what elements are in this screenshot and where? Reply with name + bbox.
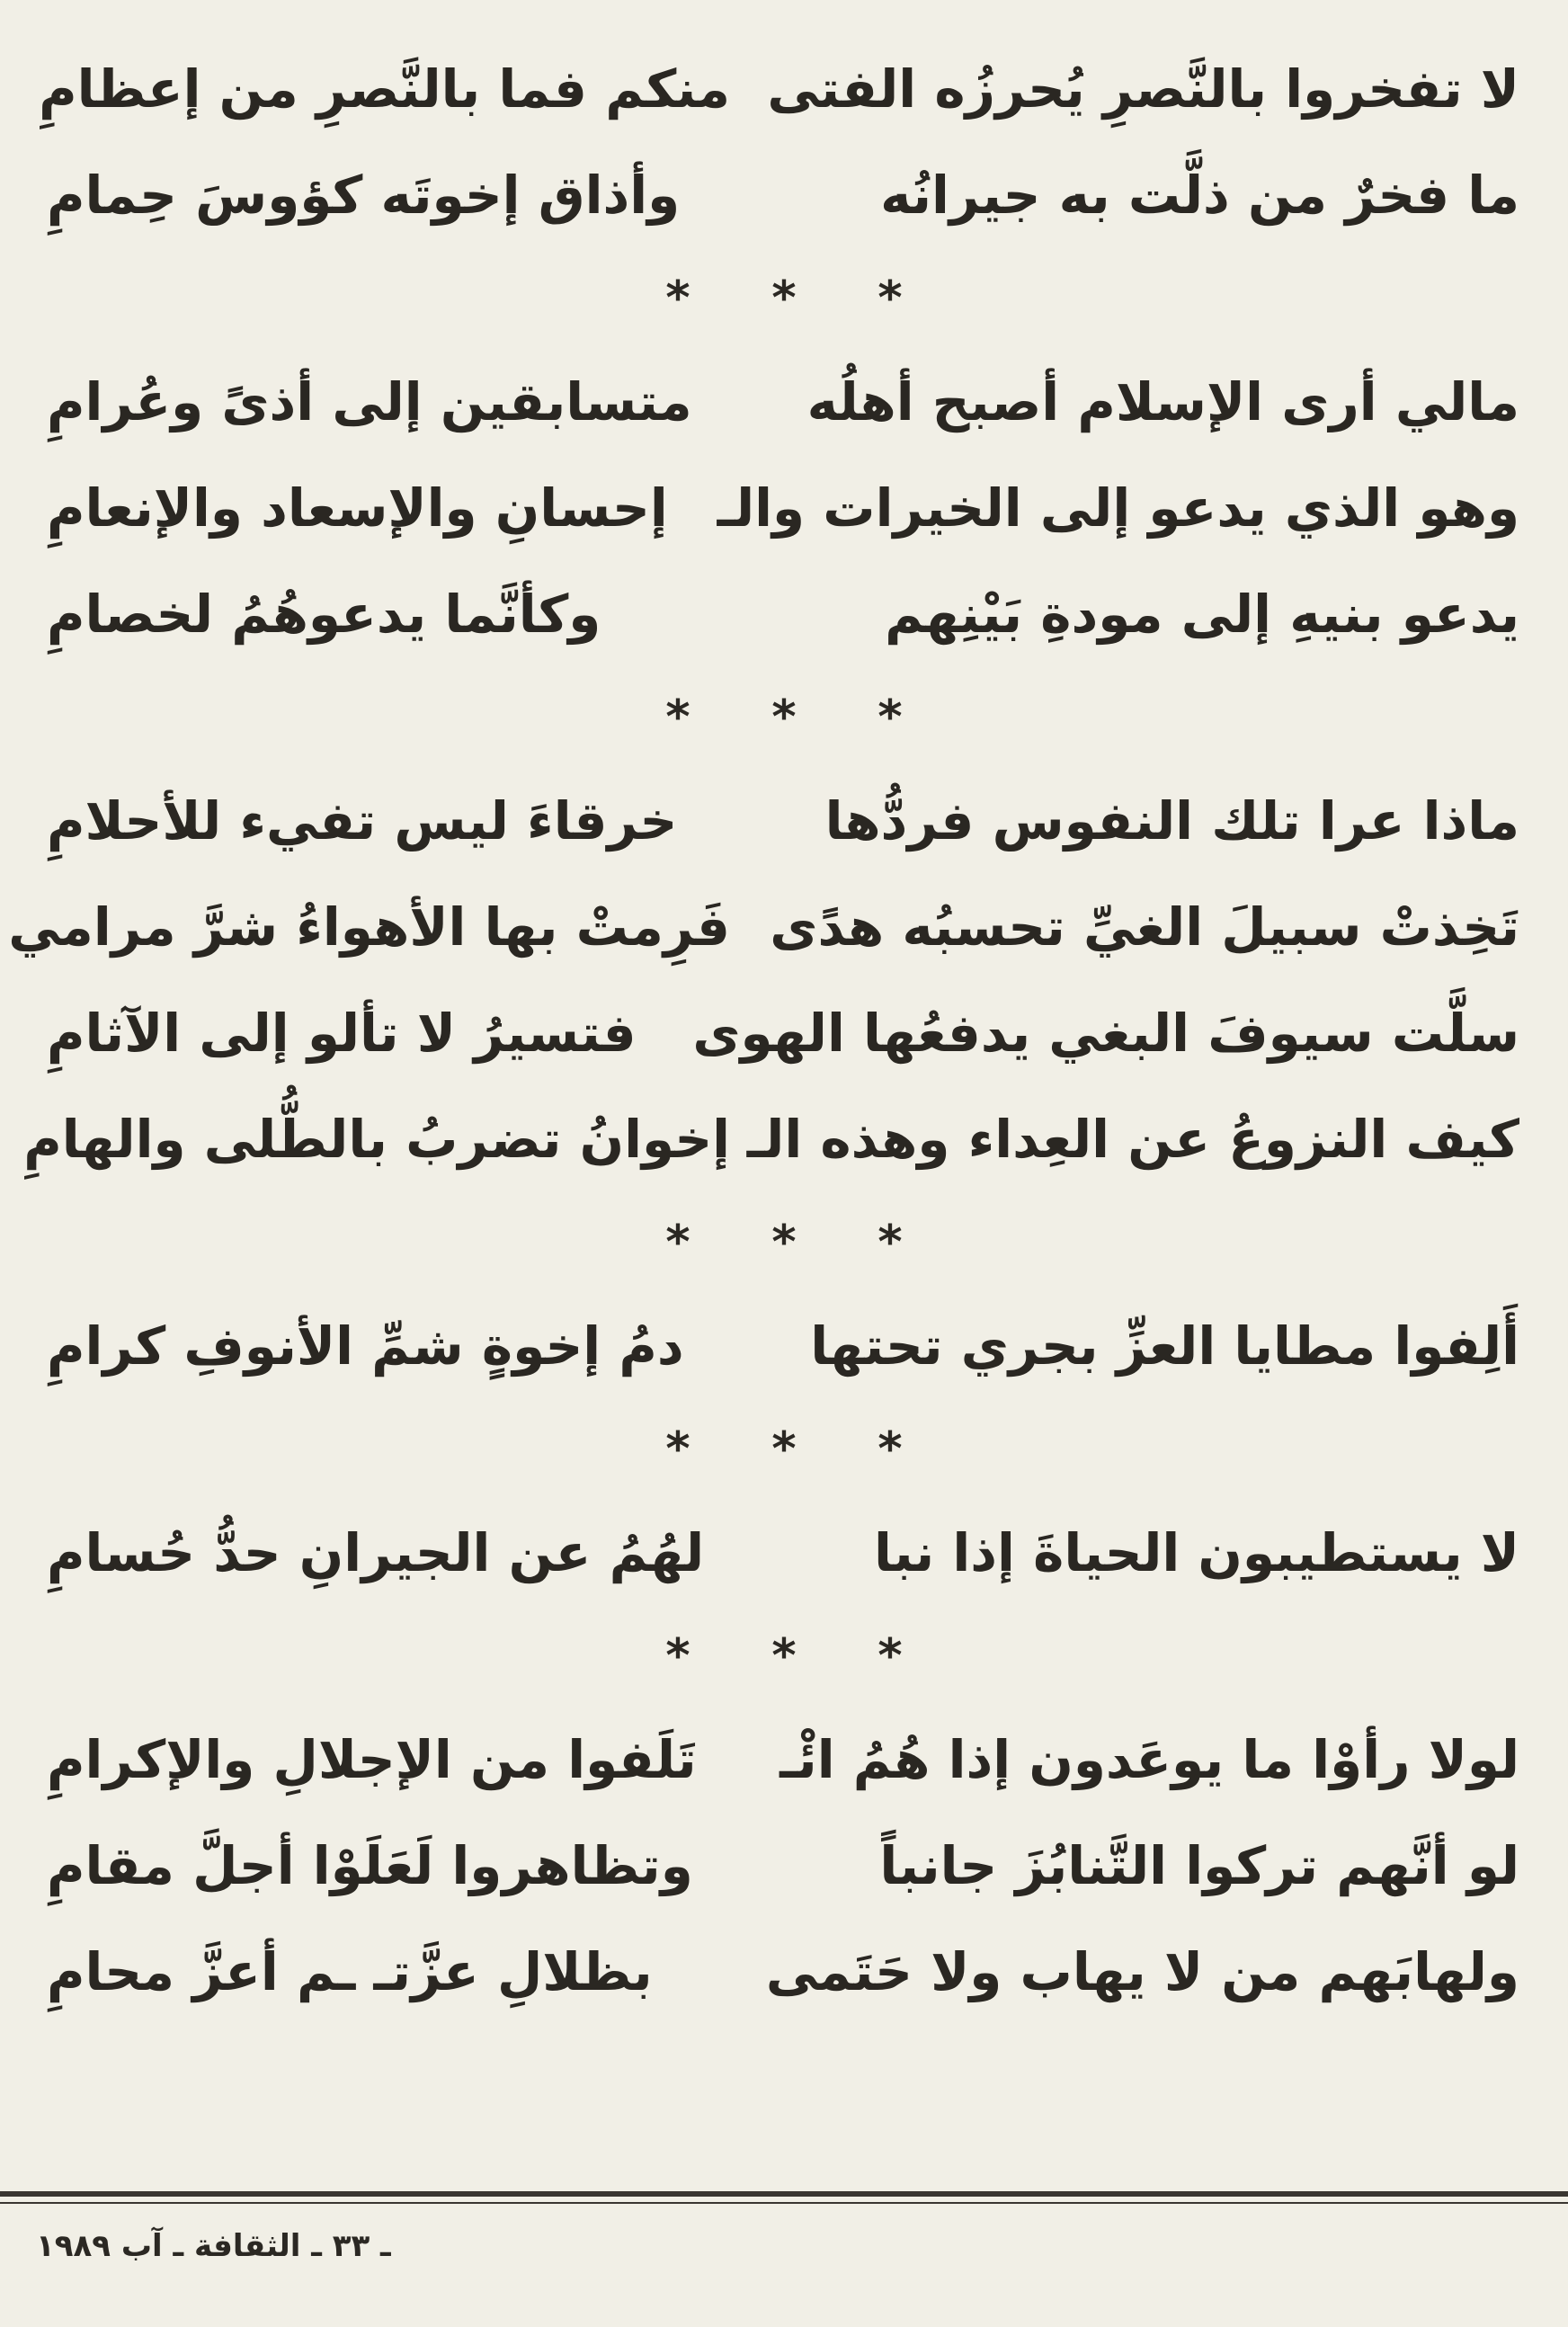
first-hemistich: لولا رأوْا ما يوعَدون إذا هُمُ ائْـ [780, 1729, 1519, 1790]
verse-line [36, 1813, 1532, 1919]
second-hemistich: تَلَفوا من الإجلالِ والإكرامِ [47, 1729, 697, 1790]
first-hemistich: لا تفخروا بالنَّصرِ يُحرزُه الفتى [767, 58, 1519, 120]
verse-line [8, 874, 1532, 980]
asterisk-ornament: * [771, 1629, 797, 1683]
second-hemistich: بظلالِ عزَّتـ ـم أعزَّ محامِ [47, 1941, 653, 2002]
asterisk-ornament: * [665, 1216, 690, 1270]
stanza-separator [36, 667, 1532, 768]
verse-line [36, 36, 1532, 142]
poem-stanza [8, 768, 1532, 1192]
verse-line [36, 1293, 1532, 1399]
verse-line [36, 561, 1532, 667]
verse-line [36, 455, 1532, 561]
poem-stanza [36, 1293, 1532, 1399]
first-hemistich: ماذا عرا تلك النفوس فردُّها [824, 790, 1519, 851]
stanza-separator [36, 1192, 1532, 1293]
poem-stanza [36, 1500, 1532, 1606]
page-footer: ـ ٣٣ ـ الثقافة ـ آب ١٩٨٩ [36, 2228, 391, 2264]
asterisk-ornament: * [771, 1422, 797, 1476]
first-hemistich: مالي أرى الإسلام أصبح أهلُه [806, 371, 1519, 432]
verse-line [36, 142, 1532, 248]
footer-rule [0, 2191, 1568, 2197]
verse-line [36, 1707, 1532, 1813]
poem-stanza [36, 349, 1532, 667]
asterisk-ornament: * [878, 1216, 903, 1270]
asterisk-ornament: * [771, 1216, 797, 1270]
second-hemistich: إخوانُ تضربُ بالطُّلى والهامِ [23, 1109, 730, 1170]
asterisk-ornament: * [771, 691, 797, 744]
second-hemistich: فَرِمتْ بها الأهواءُ شرَّ مرامي [8, 896, 730, 958]
stanza-separator [36, 1399, 1532, 1500]
poem-stanza [36, 36, 1532, 248]
poem [8, 36, 1532, 2025]
second-hemistich: منكم فما بالنَّصرِ من إعظامِ [39, 58, 730, 120]
asterisk-ornament: * [878, 1422, 903, 1476]
second-hemistich: وأذاق إخوتَه كؤوسَ حِمامِ [47, 165, 681, 226]
first-hemistich: سلَّت سيوفَ البغي يدفعُها الهوى [692, 1003, 1519, 1064]
verse-line [36, 768, 1532, 874]
footer-rule-thin [0, 2202, 1568, 2204]
asterisk-ornament: * [878, 691, 903, 744]
verse-line [36, 1919, 1532, 2025]
asterisk-ornament: * [665, 1422, 690, 1476]
second-hemistich: وكأنَّما يدعوهُمُ لخصامِ [47, 584, 601, 645]
second-hemistich: دمُ إخوةٍ شمِّ الأنوفِ كرامِ [47, 1315, 684, 1377]
verse-line [36, 1500, 1532, 1606]
verse-line [36, 980, 1532, 1086]
first-hemistich: يدعو بنيهِ إلى مودةِ بَيْنِهم [885, 584, 1519, 645]
stanza-separator [36, 1606, 1532, 1707]
first-hemistich: لا يستطيبون الحياةَ إذا نبا [873, 1522, 1519, 1583]
first-hemistich: أَلِفوا مطايا العزِّ بجري تحتها [810, 1315, 1519, 1377]
stanza-separator [36, 248, 1532, 349]
first-hemistich: ما فخرٌ من ذلَّت به جيرانُه [880, 165, 1519, 226]
second-hemistich: إحسانِ والإسعاد والإنعامِ [47, 477, 668, 539]
asterisk-ornament: * [665, 691, 690, 744]
poem-stanza [36, 1707, 1532, 2025]
asterisk-ornament: * [878, 272, 903, 325]
asterisk-ornament: * [665, 1629, 690, 1683]
first-hemistich: لو أنَّهم تركوا التَّنابُزَ جانباً [879, 1835, 1519, 1896]
first-hemistich: ولهابَهم من لا يهاب ولا حَتَمى [765, 1941, 1519, 2002]
second-hemistich: متسابقين إلى أذىً وعُرامِ [47, 371, 692, 432]
verse-line [23, 1086, 1532, 1192]
asterisk-ornament: * [665, 272, 690, 325]
second-hemistich: وتظاهروا لَعَلَوْا أجلَّ مقامِ [47, 1835, 693, 1896]
first-hemistich: كيف النزوعُ عن العِداء وهذه الـ [746, 1109, 1519, 1170]
verse-line [36, 349, 1532, 455]
second-hemistich: خرقاءَ ليس تفيء للأحلامِ [47, 790, 678, 851]
second-hemistich: لهُمُ عن الجيرانِ حدُّ حُسامِ [47, 1522, 705, 1583]
first-hemistich: وهو الذي يدعو إلى الخيرات والـ [717, 477, 1519, 539]
second-hemistich: فتسيرُ لا تألو إلى الآثامِ [47, 1003, 637, 1064]
first-hemistich: تَخِذتْ سبيلَ الغيِّ تحسبُه هدًى [770, 896, 1519, 958]
asterisk-ornament: * [771, 272, 797, 325]
asterisk-ornament: * [878, 1629, 903, 1683]
